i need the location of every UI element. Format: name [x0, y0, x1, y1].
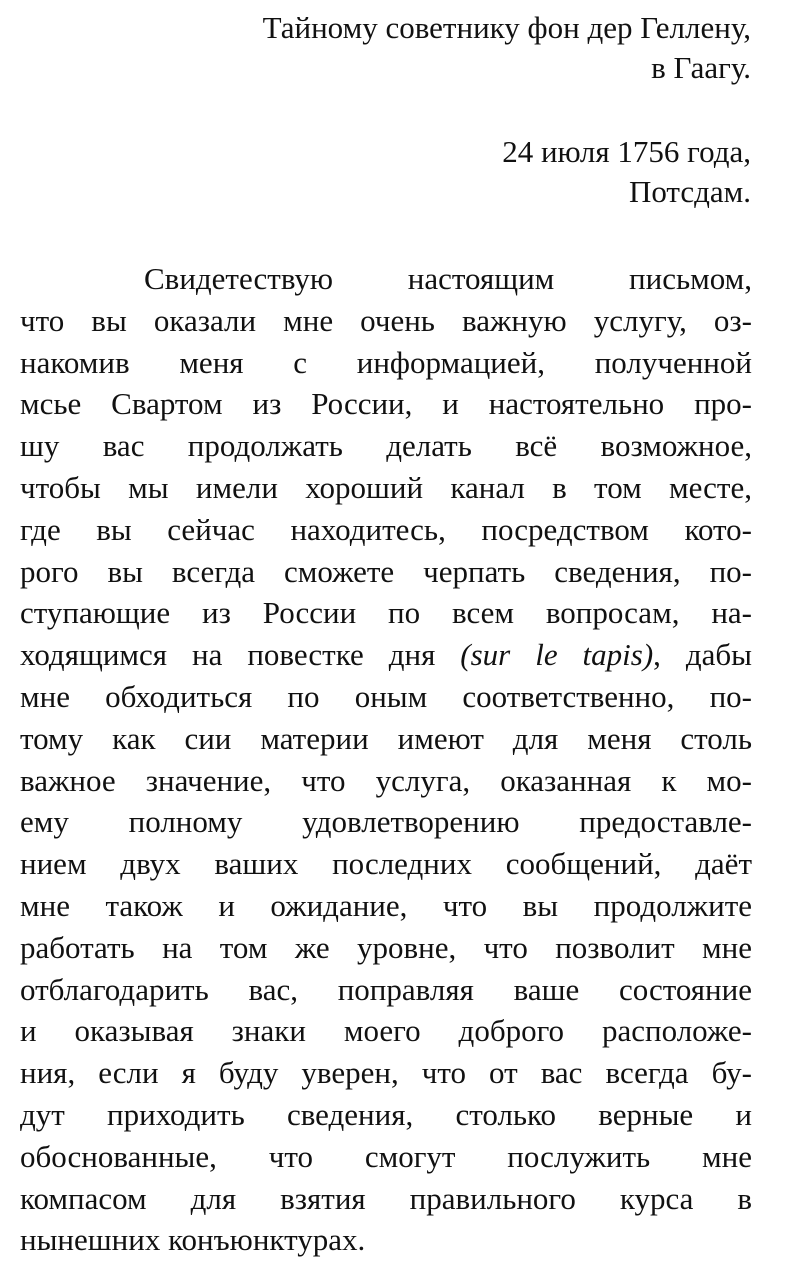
body-line: где вы сейчас находитесь, посредством кото- [20, 511, 752, 547]
body-line-tail: , дабы [653, 637, 752, 673]
letter-body [20, 258, 752, 1261]
body-line-mixed [20, 634, 752, 676]
place-line: Потсдам. [628, 174, 751, 209]
body-line: тому как сии материи имеют для меня столь [20, 720, 752, 756]
body-line: что вы оказали мне очень важную услугу, оз- [20, 302, 752, 338]
french-phrase: (sur le tapis) [460, 637, 654, 673]
body-line-text: ходящимся на повестке дня [20, 637, 436, 673]
body-line: Свидетествую настоящим письмом, [144, 261, 752, 296]
date-place-block [502, 132, 751, 212]
body-line: и оказывая знаки моего доброго расположе- [20, 1013, 752, 1049]
body-line: отблагодарить вас, поправляя ваше состояние [20, 971, 752, 1007]
body-line: накомив меня с информацией, полученной [20, 344, 752, 380]
body-line: мне обходиться по оным соответственно, по- [20, 678, 752, 714]
body-line: ступающие из России по всем вопросам, на- [20, 595, 752, 631]
body-line: обоснованные, что смогут послужить мне [20, 1138, 752, 1174]
body-line: рого вы всегда сможете черпать сведения, по- [20, 553, 752, 589]
body-line: ему полному удовлетворению предоставле- [20, 804, 752, 840]
body-line: ния, если я буду уверен, что от вас всегда бу- [20, 1055, 752, 1091]
body-line: компасом для взятия правильного курса в [20, 1180, 752, 1216]
date-line: 24 июля 1756 года, [502, 134, 751, 169]
body-line: важное значение, что услуга, оказанная к мо- [20, 762, 752, 798]
body-line: чтобы мы имели хороший канал в том месте, [20, 469, 752, 505]
addressee-line-1: Тайному советнику фон дер Геллену, [262, 10, 751, 45]
body-line: мне також и ожидание, что вы продолжите [20, 887, 752, 923]
body-line: дут приходить сведения, столько верные и [20, 1096, 752, 1132]
body-line: шу вас продолжать делать всё возможное, [20, 428, 752, 464]
body-line: нием двух ваших последних сообщений, даёт [20, 846, 752, 882]
body-line: мсье Свартом из России, и настоятельно про- [20, 386, 752, 422]
body-line: работать на том же уровне, что позволит мне [20, 929, 752, 965]
addressee-block [263, 8, 751, 88]
addressee-line-2: в Гаагу. [651, 50, 751, 85]
body-line-last: нынешних конъюнктурах. [20, 1222, 366, 1258]
